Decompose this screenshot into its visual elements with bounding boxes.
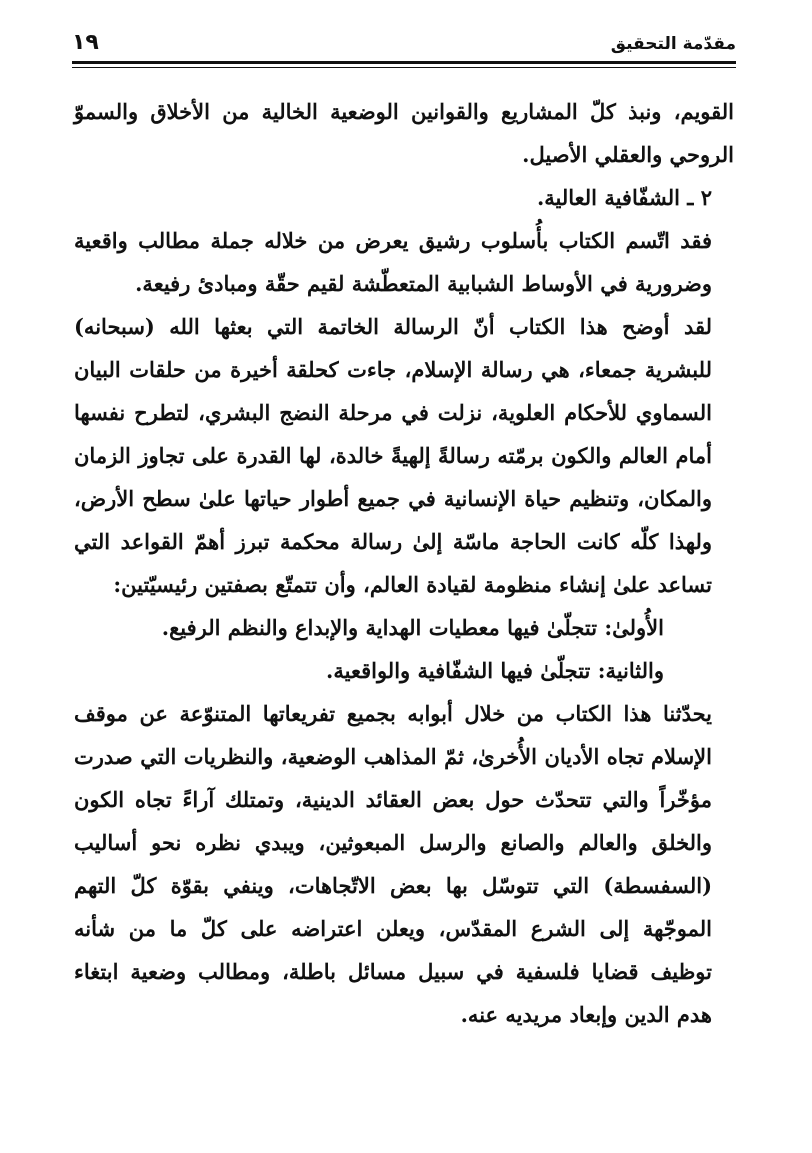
- list-item-second: والثانية: تتجلّىٰ فيها الشفّافية والواقعية.: [326, 658, 664, 683]
- page-number: ١٩: [72, 30, 99, 55]
- page-header: [72, 28, 736, 62]
- body-text: [74, 90, 734, 1036]
- list-item-first: الأُولىٰ: تتجلّىٰ فيها معطيات الهداية والإبداع والنظم الرفيع.: [161, 615, 664, 640]
- paragraph-continuation: القويم، ونبذ كلّ المشاريع والقوانين الوضعية الخالية من الأخلاق والسموّ الروحي والعقلي الأصيل.: [74, 99, 734, 167]
- header-rule-thick: [72, 61, 736, 64]
- running-title: مقدّمة التحقيق: [610, 34, 736, 54]
- section-heading: ٢ ـ الشفّافية العالية.: [536, 185, 712, 210]
- paragraph: فقد اتّسم الكتاب بأُسلوب رشيق يعرض من خلاله جملة مطالب واقعية وضرورية في الأوساط الشبابية المتعطّشة لقيم حقّة ومبادئ رفيعة.: [74, 228, 712, 296]
- paragraph: يحدّثنا هذا الكتاب من خلال أبوابه بجميع تفريعاتها المتنوّعة عن موقف الإسلام تجاه الأديان الأُخرىٰ، ثمّ المذاهب الوضعية، والنظريات التي صدرت مؤخّراً والتي تتحدّث حول بعض العقائد الدينية، وتمتلك آراءً تجاه الكون والخلق والعالم والصانع والرسل المبعوثين، ويبدي نظره نحو أساليب (السفسطة) التي تتوسّل بها بعض الاتّجاهات، وينفي بقوّة كلّ التهم الموجّهة إلى الشرع المقدّس، ويعلن اعتراضه على كلّ ما من شأنه توظيف قضايا فلسفية في سبيل مسائل باطلة، ومطالب وضعية ابتغاء هدم الدين وإبعاد مريديه عنه.: [74, 701, 712, 1027]
- header-rule-thin: [72, 67, 736, 68]
- paragraph: لقد أوضح هذا الكتاب أنّ الرسالة الخاتمة التي بعثها الله (سبحانه) للبشرية جمعاء، هي رسالة الإسلام، جاءت كحلقة أخيرة من حلقات البيان السماوي للأحكام العلوية، نزلت في مرحلة النضج البشري، لتطرح نفسها أمام العالم والكون برمّته رسالةً إلهيةً خالدة، لها القدرة على تجاوز الزمان والمكان، وتنظيم حياة الإنسانية في جميع أطوار حياتها علىٰ سطح الأرض، ولهذا كلّه كانت الحاجة ماسّة إلىٰ رسالة محكمة تبرز أهمّ القواعد التي تساعد علىٰ إنشاء منظومة لقيادة العالم، وأن تتمتّع بصفتين رئيسيّتين:: [74, 314, 712, 597]
